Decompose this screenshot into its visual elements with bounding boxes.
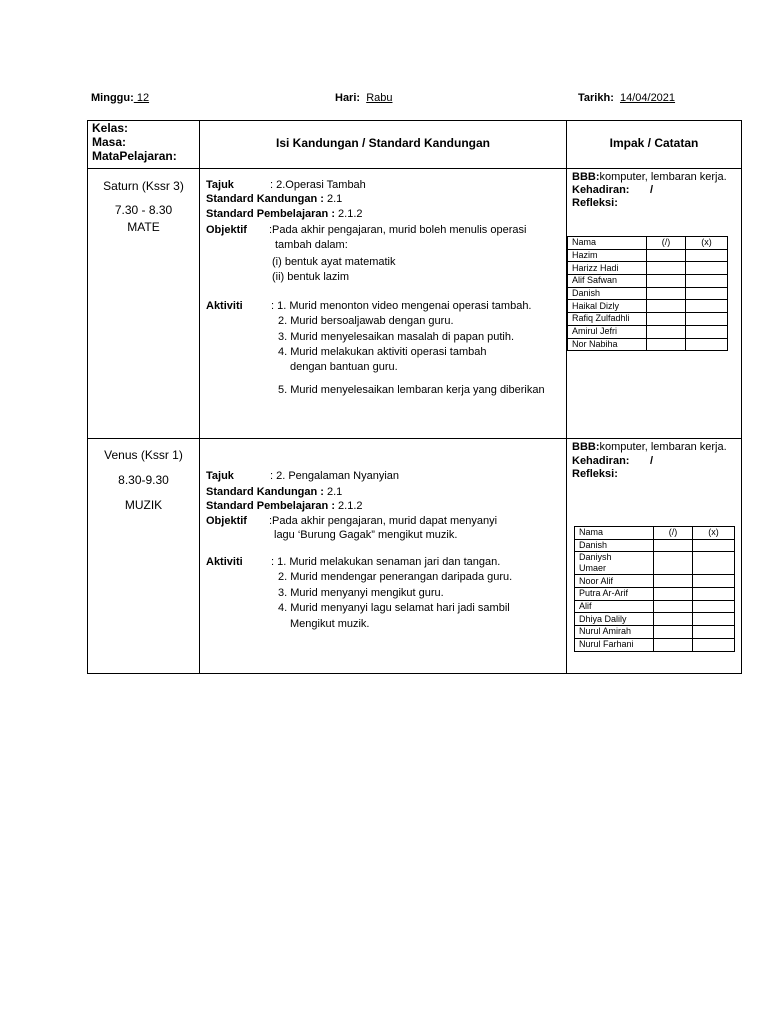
kehadiran-value: / <box>650 184 654 196</box>
student-row: Danish <box>568 287 728 300</box>
header-masa: Masa: <box>92 135 127 149</box>
student-row: Amirul Jefri <box>568 325 728 338</box>
bbb-info: BBB:komputer, lembaran kerja. <box>572 441 727 453</box>
objektif-line: tambah dalam: <box>275 239 348 251</box>
aktiviti-line: 2. Murid bersoaljawab dengan guru. <box>278 315 454 327</box>
aktiviti-line: 5. Murid menyelesaikan lembaran kerja yang diberikan <box>278 384 545 396</box>
aktiviti-line: 4. Murid menyanyi lagu selamat hari jadi sambil <box>278 602 510 614</box>
kelas-name: Saturn (Kssr 3) <box>103 179 184 193</box>
tarikh-label: Tarikh: <box>578 92 614 104</box>
tarikh-value: 14/04/2021 <box>619 92 676 104</box>
hari-value: Rabu <box>366 92 393 104</box>
student-row: Daniysh Umaer <box>575 552 735 575</box>
aktiviti-line: : 1. Murid melakukan senaman jari dan tangan. <box>271 556 501 568</box>
student-row: Haikal Dizly <box>568 300 728 313</box>
aktiviti-label: Aktiviti <box>206 556 243 568</box>
kehadiran-label: Kehadiran: <box>572 184 630 196</box>
aktiviti-line: dengan bantuan guru. <box>290 361 398 373</box>
objektif-line: :Pada akhir pengajaran, murid boleh menulis operasi <box>269 224 527 236</box>
aktiviti-line: : 1. Murid menonton video mengenai operasi tambah. <box>271 300 532 312</box>
hari-label: Hari: <box>335 92 361 104</box>
hari-field <box>335 92 392 104</box>
kehadiran-value: / <box>650 455 654 467</box>
objektif-line: (i) bentuk ayat matematik <box>272 256 396 268</box>
tajuk-label: Tajuk <box>206 179 234 191</box>
refleksi-label: Refleksi: <box>572 468 618 480</box>
student-row: Hazim <box>568 249 728 262</box>
student-row: Danish <box>575 539 735 552</box>
masa-time: 7.30 - 8.30 <box>114 203 173 217</box>
kelas-name: Venus (Kssr 1) <box>104 448 183 462</box>
objektif-label: Objektif <box>206 224 247 236</box>
student-row: Nurul Amirah <box>575 626 735 639</box>
aktiviti-line: 4. Murid melakukan aktiviti operasi tambah <box>278 346 487 358</box>
aktiviti-line: 3. Murid menyelesaikan masalah di papan putih. <box>278 331 515 343</box>
student-row: Dhiya Dalily <box>575 613 735 626</box>
attendance-table <box>567 236 728 351</box>
student-row: Alif Safwan <box>568 275 728 288</box>
refleksi-label: Refleksi: <box>572 197 618 209</box>
standard-kandungan: Standard Kandungan : 2.1 <box>206 486 343 498</box>
standard-kandungan: Standard Kandungan : 2.1 <box>206 193 343 205</box>
header-matapelajaran: MataPelajaran: <box>92 149 177 163</box>
tajuk-value: : 2. Pengalaman Nyanyian <box>270 470 400 482</box>
header-kelas: Kelas: <box>92 121 129 135</box>
masa-time: 8.30-9.30 <box>118 473 169 487</box>
objektif-line: (ii) bentuk lazim <box>272 271 350 283</box>
student-row: Alif <box>575 600 735 613</box>
bbb-info: BBB:komputer, lembaran kerja. <box>572 171 727 183</box>
attendance-header: Nama (/) (x) <box>575 527 735 540</box>
aktiviti-label: Aktiviti <box>206 300 243 312</box>
minggu-field <box>91 92 149 104</box>
tajuk-value: : 2.Operasi Tambah <box>270 179 366 191</box>
student-row: Putra Ar-Arif <box>575 588 735 601</box>
minggu-label: Minggu: <box>91 92 134 104</box>
minggu-value: 12 <box>133 92 150 104</box>
student-row: Rafiq Zulfadhli <box>568 313 728 326</box>
kehadiran-label: Kehadiran: <box>572 455 630 467</box>
student-row: Nor Nabiha <box>568 338 728 351</box>
standard-pembelajaran: Standard Pembelajaran : 2.1.2 <box>206 500 363 512</box>
subject-name: MUZIK <box>124 498 163 512</box>
aktiviti-line: 2. Murid mendengar penerangan daripada guru. <box>278 571 513 583</box>
tarikh-field <box>578 92 675 104</box>
objektif-label: Objektif <box>206 515 247 527</box>
aktiviti-line: 3. Murid menyanyi mengikut guru. <box>278 587 444 599</box>
subject-name: MATE <box>127 220 160 234</box>
header-kelas-masa <box>92 121 177 163</box>
standard-pembelajaran: Standard Pembelajaran : 2.1.2 <box>206 208 363 220</box>
aktiviti-line: Mengikut muzik. <box>290 618 370 630</box>
student-row: Harizz Hadi <box>568 262 728 275</box>
attendance-table <box>574 526 735 652</box>
attendance-header: Nama (/) (x) <box>568 237 728 250</box>
objektif-line: lagu ‘Burung Gagak” mengikut muzik. <box>274 529 458 541</box>
header-isi-kandungan: Isi Kandungan / Standard Kandungan <box>275 136 490 150</box>
student-row: Noor Alif <box>575 575 735 588</box>
header-impak-catatan: Impak / Catatan <box>609 136 699 150</box>
tajuk-label: Tajuk <box>206 470 234 482</box>
student-row: Nurul Farhani <box>575 638 735 651</box>
objektif-line: :Pada akhir pengajaran, murid dapat menyanyi <box>269 515 498 527</box>
